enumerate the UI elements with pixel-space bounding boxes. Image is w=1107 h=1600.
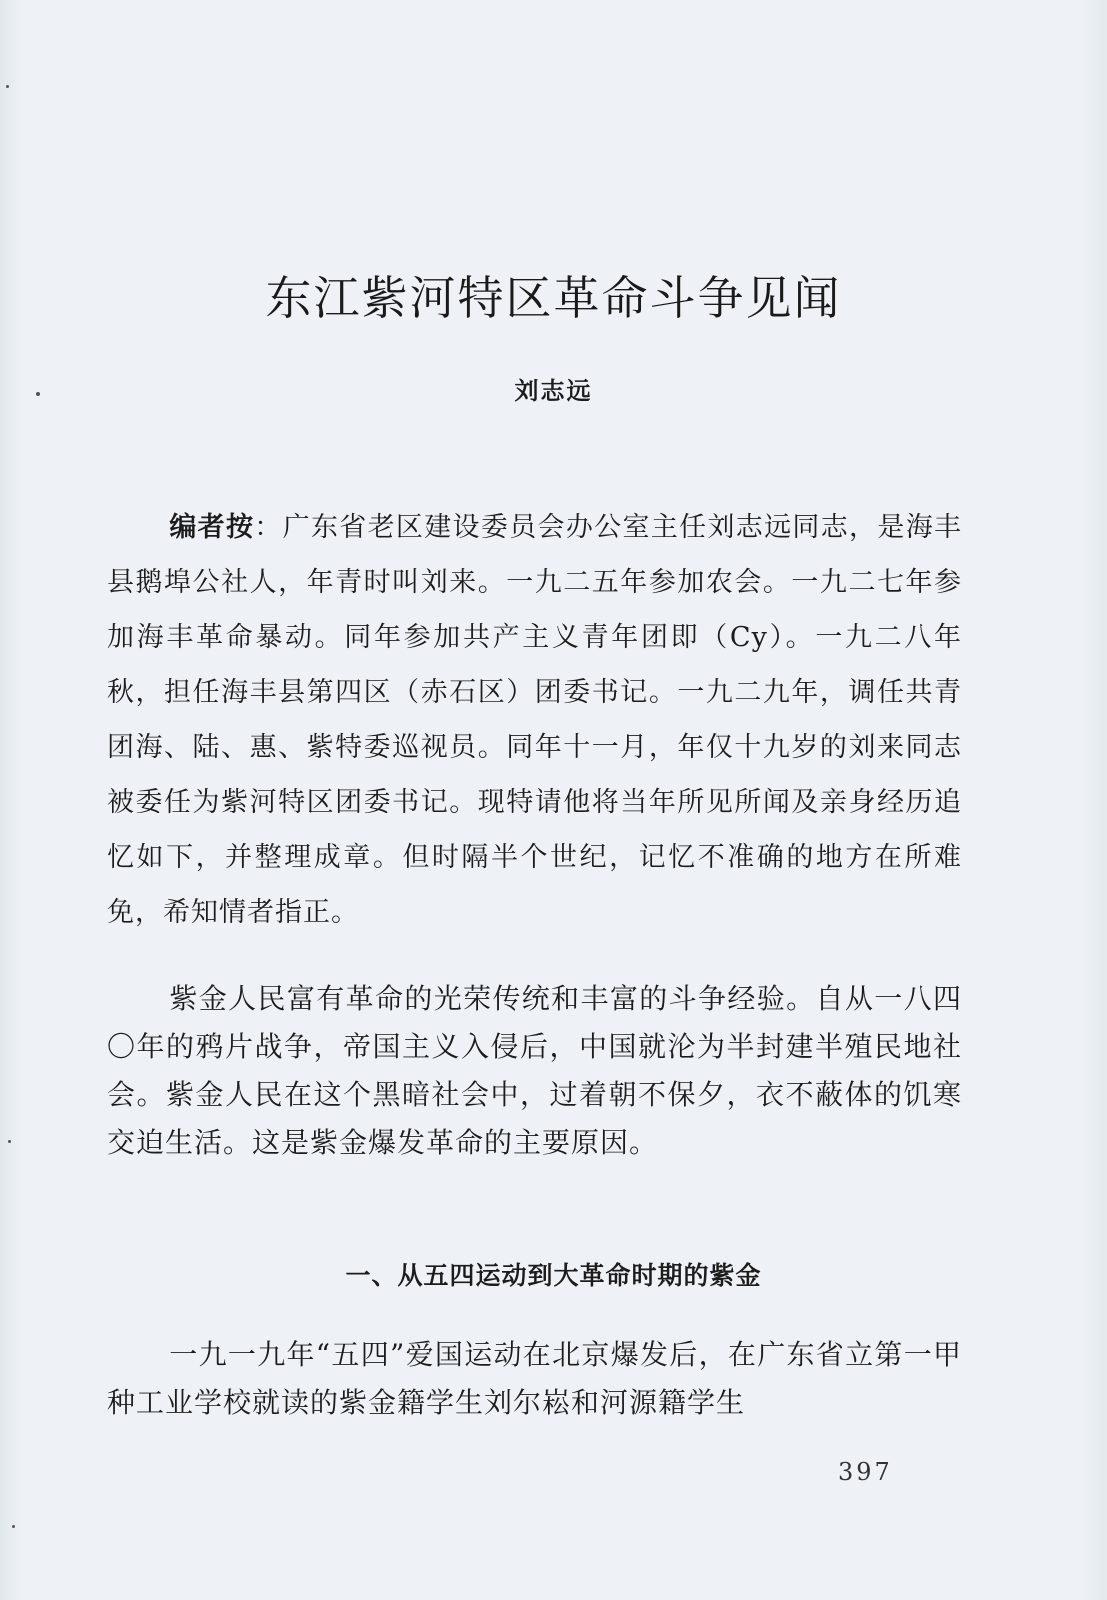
scan-speck bbox=[36, 392, 40, 396]
editor-note-separator: ： bbox=[254, 512, 283, 543]
body-paragraph bbox=[107, 975, 962, 1167]
article-author: 刘志远 bbox=[514, 377, 593, 405]
section-heading: 一、从五四运动到大革命时期的紫金 bbox=[345, 1261, 762, 1290]
paragraph-text: 紫金人民富有革命的光荣传统和丰富的斗争经验。自从一八四〇年的鸦片战争，帝国主义入侵后，中国就沦为半封建半殖民地社会。紫金人民在这个黑暗社会中，过着朝不保夕，衣不蔽体的饥寒交迫生活。这是紫金爆发革命的主要原因。 bbox=[107, 982, 962, 1159]
body-paragraph bbox=[107, 1331, 962, 1427]
page-number: 397 bbox=[838, 1458, 893, 1486]
editor-note-label: 编者按 bbox=[169, 512, 255, 543]
paragraph-text: 一九一九年“五四”爱国运动在北京爆发后，在广东省立第一甲种工业学校就读的紫金籍学生刘尔崧和河源籍学生 bbox=[107, 1338, 962, 1419]
scan-speck bbox=[8, 1140, 11, 1143]
scan-speck bbox=[12, 1525, 15, 1528]
article-title: 东江紫河特区革命斗争见闻 bbox=[265, 271, 842, 325]
editor-note bbox=[107, 500, 962, 940]
editor-note-text: 广东省老区建设委员会办公室主任刘志远同志，是海丰县鹅埠公社人，年青时叫刘来。一九二五年参加农会。一九二七年参加海丰革命暴动。同年参加共产主义青年团即（Cy）。一九二八年秋，担任海丰县第四区（赤石区）团委书记。一九二九年，调任共青团海、陆、惠、紫特委巡视员。同年十一月，年仅十九岁的刘来同志被委任为紫河特区团委书记。现特请他将当年所见所闻及亲身经历追忆如下，并整理成章。但时隔半个世纪，记忆不准确的地方在所难免，希知情者指正。 bbox=[107, 512, 963, 928]
scan-speck bbox=[6, 85, 9, 88]
